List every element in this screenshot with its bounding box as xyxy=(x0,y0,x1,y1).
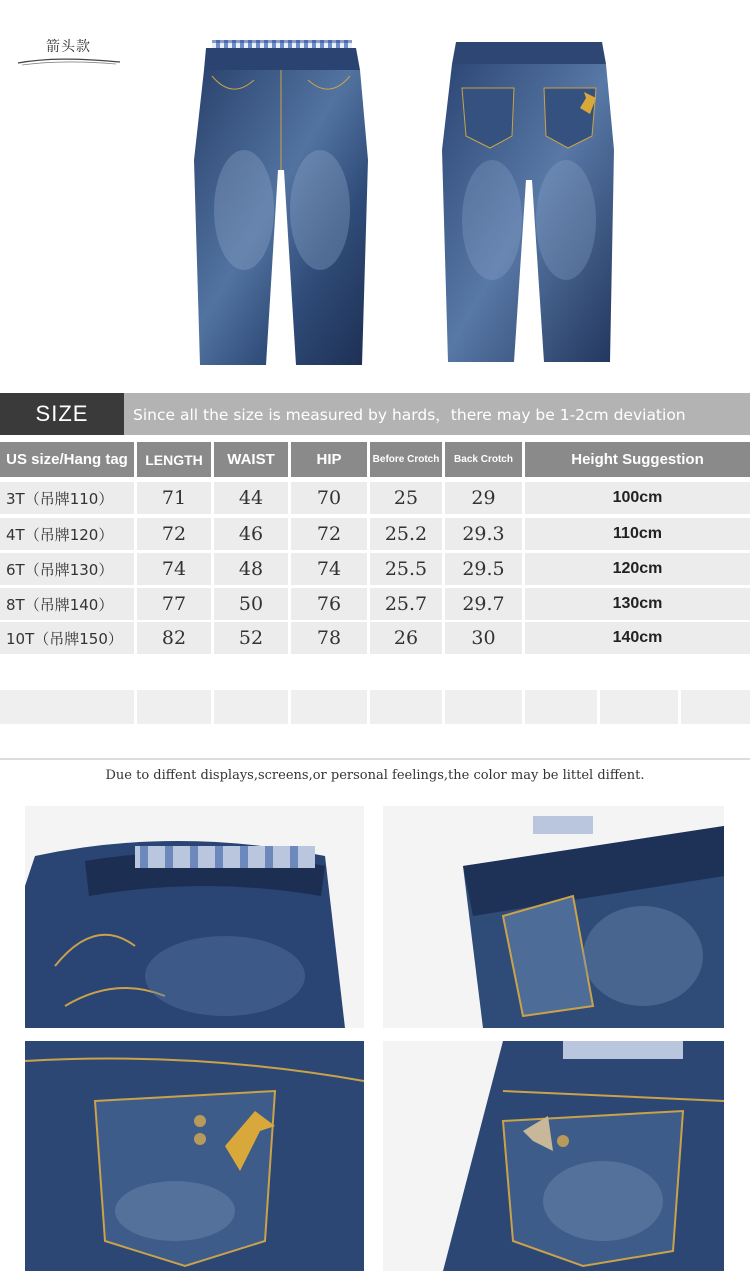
header-length: LENGTH xyxy=(137,442,211,477)
cell-back-crotch: 30 xyxy=(445,622,522,654)
cell-size: 4T（吊牌120） xyxy=(0,518,134,550)
detail-photo-front-waist xyxy=(25,806,364,1028)
cell-before-crotch: 26 xyxy=(370,622,442,654)
cell-size: 3T（吊牌110） xyxy=(0,482,134,514)
header-hip: HIP xyxy=(291,442,367,477)
cell-waist: 50 xyxy=(214,588,288,620)
empty-cell xyxy=(525,690,597,724)
empty-cell xyxy=(681,690,750,724)
empty-cell xyxy=(291,690,367,724)
cell-height: 130cm xyxy=(525,588,750,620)
cell-hip: 70 xyxy=(291,482,367,514)
style-label: 箭头款 xyxy=(46,39,91,55)
decorative-swoosh xyxy=(16,56,122,70)
header-height: Height Suggestion xyxy=(525,442,750,477)
header-before-crotch: Before Crotch xyxy=(370,442,442,477)
cell-size: 10T（吊牌150） xyxy=(0,622,134,654)
cell-hip: 74 xyxy=(291,553,367,585)
cell-waist: 52 xyxy=(214,622,288,654)
detail-photo-side-pocket xyxy=(383,806,724,1028)
empty-cell xyxy=(445,690,522,724)
divider xyxy=(0,758,750,760)
cell-height: 110cm xyxy=(525,518,750,550)
cell-waist: 44 xyxy=(214,482,288,514)
cell-length: 72 xyxy=(137,518,211,550)
cell-size: 8T（吊牌140） xyxy=(0,588,134,620)
size-title: SIZE xyxy=(0,393,124,435)
cell-before-crotch: 25.7 xyxy=(370,588,442,620)
cell-back-crotch: 29.7 xyxy=(445,588,522,620)
cell-hip: 76 xyxy=(291,588,367,620)
cell-height: 120cm xyxy=(525,553,750,585)
cell-length: 71 xyxy=(137,482,211,514)
empty-cell xyxy=(600,690,678,724)
jeans-back-photo xyxy=(440,40,618,365)
size-header-bar xyxy=(0,393,750,435)
cell-hip: 78 xyxy=(291,622,367,654)
cell-length: 74 xyxy=(137,553,211,585)
cell-size: 6T（吊牌130） xyxy=(0,553,134,585)
color-disclaimer: Due to diffent displays,screens,or personal feelings,the color may be littel diffent. xyxy=(105,768,645,783)
cell-back-crotch: 29 xyxy=(445,482,522,514)
header-size: US size/Hang tag xyxy=(0,442,134,477)
empty-cell xyxy=(370,690,442,724)
cell-before-crotch: 25 xyxy=(370,482,442,514)
cell-before-crotch: 25.5 xyxy=(370,553,442,585)
cell-back-crotch: 29.3 xyxy=(445,518,522,550)
cell-length: 77 xyxy=(137,588,211,620)
header-waist: WAIST xyxy=(214,442,288,477)
cell-length: 82 xyxy=(137,622,211,654)
cell-height: 140cm xyxy=(525,622,750,654)
cell-waist: 46 xyxy=(214,518,288,550)
empty-cell xyxy=(137,690,211,724)
jeans-front-photo xyxy=(192,40,370,370)
cell-before-crotch: 25.2 xyxy=(370,518,442,550)
empty-cell xyxy=(214,690,288,724)
cell-hip: 72 xyxy=(291,518,367,550)
detail-photo-back-pocket-angle xyxy=(383,1041,724,1271)
detail-photo-back-pocket xyxy=(25,1041,364,1271)
cell-waist: 48 xyxy=(214,553,288,585)
header-back-crotch: Back Crotch xyxy=(445,442,522,477)
empty-cell xyxy=(0,690,134,724)
size-note: Since all the size is measured by hards，there may be 1-2cm deviation xyxy=(133,406,686,424)
cell-back-crotch: 29.5 xyxy=(445,553,522,585)
cell-height: 100cm xyxy=(525,482,750,514)
